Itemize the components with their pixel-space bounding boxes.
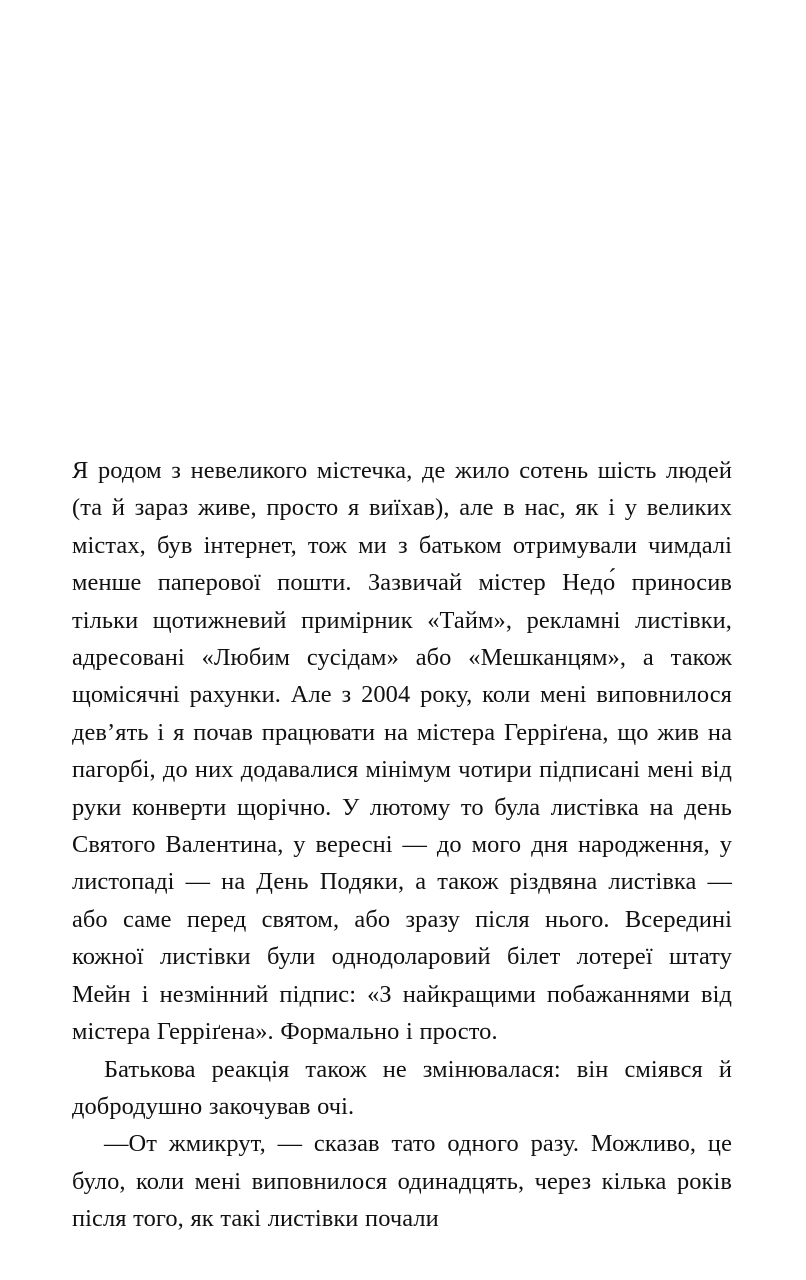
paragraph-3: —От жмикрут, — сказав тато одного разу. Можливо, це було, коли мені виповнилося одинадцять, через кілька років після того, як такі листівки почали — [72, 1130, 732, 1233]
paragraph-2: Батькова реакція також не змінювалася: він сміявся й добродушно закочував очі. — [72, 1055, 732, 1120]
page-text-body — [72, 452, 732, 1238]
paragraph-1: Я родом з невеликого містечка, де жило сотень шість людей (та й зараз живе, просто я виїхав), але в нас, як і у великих містах, був інтернет, тож ми з батьком отримували чимдалі менше паперової пошти. Зазвичай містер Недо́ приносив тільки щотижневий примірник «Тайм», рекламні листівки, адресовані «Любим сусідам» або «Мешканцям», а також щомісячні рахунки. Але з 2004 року, коли мені виповнилося дев’ять і я почав працювати на містера Герріґена, що жив на пагорбі, до них додавалися мінімум чотири підписані мені від руки конверти щорічно. У лютому то була листівка на день Святого Валентина, у вересні — до мого дня народження, у листопаді — на День Подяки, а також різдвяна листівка — або саме перед святом, або зразу після нього. Всередині кожної листівки були однодоларовий білет лотереї штату Мейн і незмінний підпис: «З найкращими побажаннями від містера Герріґена». Формально і просто. — [72, 457, 732, 1046]
